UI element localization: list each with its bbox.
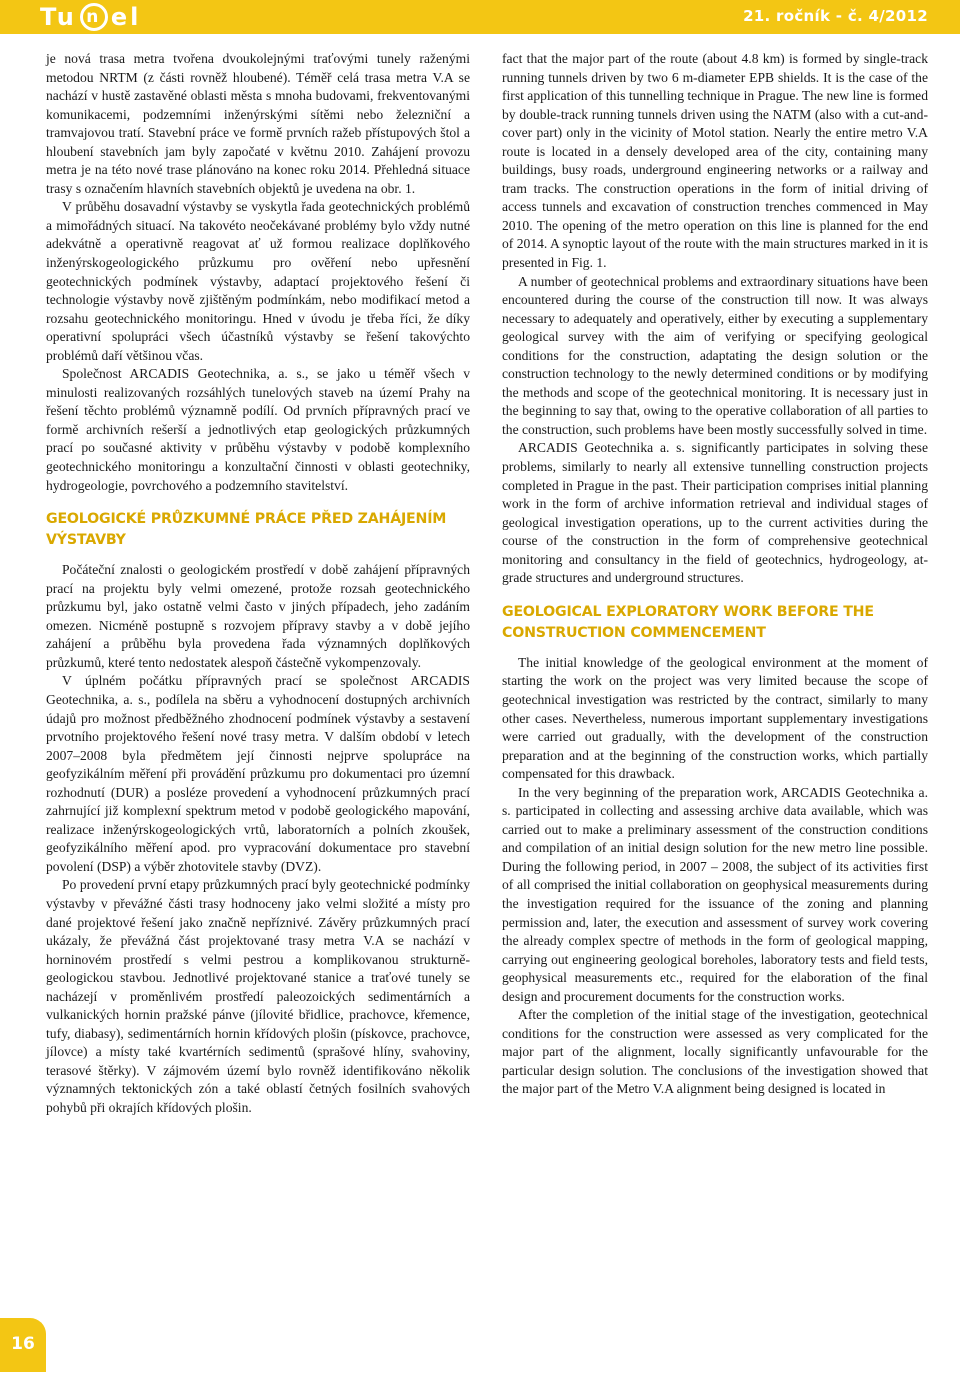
czech-section-heading: GEOLOGICKÉ PRŮZKUMNÉ PRÁCE PŘED ZAHÁJENÍM VÝSTAVBY [46, 511, 447, 549]
czech-paragraph: Po provedení první etapy průzkumných prací byly geotechnické podmínky výstavby v převážné části trasy hodnoceny jako velmi složité a místy pro dané projektové řešení jako značně nepříznivé. Závěry průzkumných prací ukázaly, že převážná část projektované trasy metra V.A se nachází v horninovém prostředí s velmi pestrou a komplikovanou strukturně-geologickou stavbou. Jednotlivé projektované stanice a traťové tunely se nacházejí v proměnlivém prostředí paleozoických sedimentárních a vulkanických hornin pražské pánve (jílovité břidlice, prachovce, křemence, tufy, diabasy), sedimentárních hornin křídových plošin (pískovce, prachovce, jílovce) a místy také kvartérních sedimentů (sprašové hlíny, svahoviny, terasové štěrky). V zájmovém území bylo rovněž identifikováno několik významných tektonických zón a také oblastí četných fosilních svahových pohybů při okrajích křídových plošin. [46, 877, 470, 1115]
czech-paragraph: V průběhu dosavadní výstavby se vyskytla řada geotechnických problémů a mimořádných situací. Na takovéto neočekávané problémy bylo vždy nutné adekvátně a operativně reagovat ať už formou realizace doplňkového inženýrskogeologického průzkumu pro ověření nebo upřesnění geotechnických podmínek výstavby, adaptací projektového řešení či technologie výstavby nově zjištěným podmínkám, nebo modifikací metod a rozsahu geotechnického monitoringu. Hned v úvodu je třeba říci, že díky operativní spolupráci všech účastníků výstavby se řešení takovýchto problémů daří většinou včas. [46, 199, 470, 363]
english-paragraph: The initial knowledge of the geological environment at the moment of starting the work on the project was very limited because the scope of geotechnical investigation was restricted by the contract, similarly to many other cases. Nevertheless, numerous important supplementary investigations were carried out gradually, with the development of the construction preparation and at the beginning of the construction works, which partially compensated for this drawback. [502, 654, 928, 782]
logo-m-badge: n [80, 3, 108, 31]
czech-paragraph: V úplném počátku přípravných prací se společnost ARCADIS Geotechnika, a. s., podílela na sběru a vyhodnocení dostupných archivních údajů pro možnost předběžného zhodnocení podmínek výstavby a sestavení prvotního projektového řešení nové trasy metra. V dalším období v letech 2007–2008 byla předmětem její činnosti nejprve spolupráce na geofyzikálním měření při provádění průzkumu pro dokumentaci pro územní rozhodnutí (DUR) a posléze provedení a vyhodnocení průzkumných prací zahrnující již komplexní spektrum metod v podobě geologického mapování, realizace inženýrskogeologických vrtů, laboratorních a polních zkoušek, geofyzikálního měření apod. pro vypracování dokumentace pro stavební povolení (DSP) a výběr zhotovitele stavby (DVZ). [46, 673, 470, 874]
page-number: 16 [11, 1334, 35, 1354]
english-paragraph: ARCADIS Geotechnika a. s. significantly participates in solving these problems, similarly to nearly all extensive tunnelling construction projects completed in Prague in the past. Their participation comprises initial planning work in the form of archive information retrieval and individual stages of geological investigation operations, up to the current activities during the course of the construction in the form of comprehensive geotechnical monitoring and consultancy in the field of geotechnics, hydrogeology, at-grade structures and underground structures. [502, 440, 928, 586]
english-paragraph: After the completion of the initial stage of the investigation, geotechnical conditions for the construction were assessed as very complicated for the major part of the alignment, locally significantly unfavourable for the particular design solution. The conclusions of the investigation showed that the major part of the Metro V.A alignment being designed is located in [502, 1007, 928, 1097]
logo-text-start: Tu [40, 3, 77, 31]
logo-text-end: el [110, 3, 142, 31]
english-paragraph: fact that the major part of the route (about 4.8 km) is formed by single-track running tunnels driven by two 6 m-diameter EPB shields. It is the case of the first application of this tunnelling technique in Prague. The new line is formed by double-track running tunnels driven using the NATM (also with a cut-and-cover part) only in the vicinity of Motol station. Nearly the entire metro V.A route is located in a densely developed area of the city, containing many buildings, busy roads, underground engineering networks or a railway and tram tracks. The construction operations in the form of initial driving of access tunnels and excavation of construction trenches commenced in May 2010. The opening of the metro operation on this line is planned for the end of 2014. A synoptic layout of the route with the main structures marked in it is presented in Fig. 1. [502, 51, 928, 271]
czech-paragraph: Společnost ARCADIS Geotechnika, a. s., se jako u téměř všech v minulosti realizovaných rozsáhlých tunelových staveb na území Prahy na řešení těchto problémů významně podílí. Od prvních přípravných prací ve formě archivních rešerší a jednotlivých etap geologických průzkumných prací po současné aktivity v průběhu výstavby v podobě komplexního geotechnického monitoringu a konzultační činnosti v oblasti geotechniky, hydrogeologie, povrchového a podzemního stavitelství. [46, 366, 470, 493]
english-paragraph: A number of geotechnical problems and extraordinary situations have been encountered during the course of the construction till now. It was always necessary to adequately and operatively, either by executing a supplementary geological survey with the aim of verifying or specifying geological conditions for the construction, adaptating the design solution or the construction technology to the newly determined conditions or by modifying the methods and scope of the geotechnical monitoring. It is necessary just in the beginning to say that, owing to the operative collaboration of all parties to the construction, such problems have been mostly successfully solved in time. [502, 273, 928, 437]
czech-column [46, 50, 470, 1118]
header-bar [0, 0, 960, 34]
tunel-logo [40, 3, 141, 31]
czech-paragraph: je nová trasa metra tvořena dvoukolejnými traťovými tunely raženými metodou NRTM (z části rovněž hloubené). Téměř celá trasa metra V.A se nachází v hustě zastavěné oblasti města s mnoha budovami, frekventovanými komunikacemi, podzemními inženýrskými sítěmi nebo železniční a tramvajovou tratí. Stavební práce ve formě prvních ražeb přístupových štol a hloubení stavebních jam byly započaté v květnu 2010. Zahájení provozu metra je na této nové trase plánováno na konec roku 2014. Přehledná situace trasy s označením hlavních stavebních objektů je uvedena na obr. 1. [46, 51, 470, 196]
english-section-heading: GEOLOGICAL EXPLORATORY WORK BEFORE THE CONSTRUCTION COMMENCEMENT [502, 603, 874, 641]
issue-label: 21. ročník - č. 4/2012 [743, 7, 928, 25]
czech-paragraph: Počáteční znalosti o geologickém prostředí v době zahájení přípravných prací na projektu byly velmi omezené, protože rozsah geotechnického průzkumu byl, jako ostatně velmi často v jiných případech, jeho zadáním omezen. Nicméně postupně s rozvojem přípravy stavby a v době jejího zahájení a průběhu byla provedena řada významných doplňkových průzkumů, které tento nedostatek alespoň částečně vykompenzovaly. [46, 562, 470, 670]
english-column [502, 50, 928, 1099]
english-paragraph: In the very beginning of the preparation work, ARCADIS Geotechnika a. s. participated in collecting and assessing archive data available, which was carried out to make a preliminary assessment of the construction conditions and compilation of an initial design solution for the new metro line possible. During the following period, in 2007 – 2008, the subject of its activities first of all comprised the initial collaboration on geophysical measurements during the investigation required for the issuance of the zoning and planning permission and, later, the execution and assessment of survey work covering the already complex spectre of methods in the form of geological mapping, carrying out engineering geological boreholes, laboratory tests and field tests, geophysical measurements etc., required for the elaboration of the final design and procurement documents for the construction works. [502, 784, 928, 1004]
